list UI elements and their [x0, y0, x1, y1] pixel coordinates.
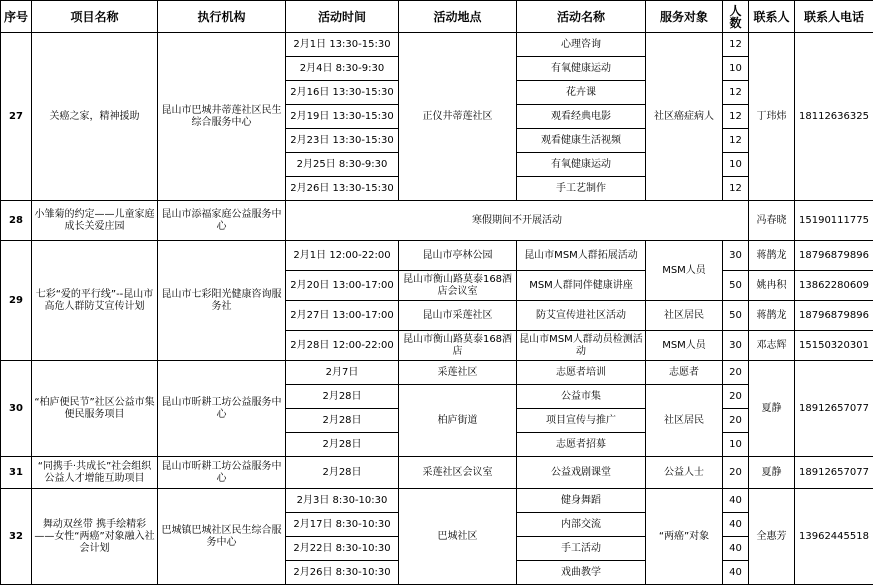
activity-time: 2月27日 13:00-17:00	[286, 301, 399, 331]
row-number: 29	[1, 241, 32, 361]
row-number: 28	[1, 201, 32, 241]
participant-count: 50	[723, 271, 749, 301]
participant-count: 12	[723, 129, 749, 153]
activity-time: 2月4日 8:30-9:30	[286, 57, 399, 81]
participant-count: 10	[723, 57, 749, 81]
participant-count: 12	[723, 105, 749, 129]
activity-name: 手工活动	[517, 537, 646, 561]
activity-name: 内部交流	[517, 513, 646, 537]
service-target: “两癌”对象	[646, 489, 723, 585]
service-target: MSM人员	[646, 241, 723, 301]
participant-count: 12	[723, 81, 749, 105]
activity-time: 2月1日 13:30-15:30	[286, 33, 399, 57]
contact-phone: 15150320301	[795, 331, 873, 361]
header-count: 人数	[723, 1, 749, 33]
service-target: 志愿者	[646, 361, 723, 385]
activity-name: 项目宣传与推广	[517, 409, 646, 433]
agency-name: 昆山市昕耕工坊公益服务中心	[158, 361, 286, 457]
project-name: “柏庐便民节”社区公益市集便民服务项目	[32, 361, 158, 457]
contact-person: 夏静	[749, 457, 795, 489]
activity-location: 巴城社区	[399, 489, 517, 585]
activity-time: 2月3日 8:30-10:30	[286, 489, 399, 513]
activity-time: 2月26日 13:30-15:30	[286, 177, 399, 201]
header-time: 活动时间	[286, 1, 399, 33]
activity-time: 2月28日	[286, 457, 399, 489]
activity-name: 花卉课	[517, 81, 646, 105]
activity-location: 昆山市衡山路莫泰168酒店会议室	[399, 271, 517, 301]
activity-time: 2月28日 12:00-22:00	[286, 331, 399, 361]
participant-count: 20	[723, 361, 749, 385]
project-name: 七彩“爱的平行线”--昆山市高危人群防艾宣传计划	[32, 241, 158, 361]
activity-time: 2月1日 12:00-22:00	[286, 241, 399, 271]
activity-location: 采莲社区会议室	[399, 457, 517, 489]
table-row	[1, 489, 873, 513]
header-row	[1, 1, 873, 33]
activity-name: 昆山市MSM人群动员检测活动	[517, 331, 646, 361]
row-number: 31	[1, 457, 32, 489]
participant-count: 20	[723, 457, 749, 489]
contact-person: 姚冉积	[749, 271, 795, 301]
activity-time: 2月28日	[286, 385, 399, 409]
contact-person: 蒋鹊龙	[749, 241, 795, 271]
activity-time: 2月23日 13:30-15:30	[286, 129, 399, 153]
row-number: 32	[1, 489, 32, 585]
service-target: 社区居民	[646, 301, 723, 331]
agency-name: 巴城镇巴城社区民生综合服务中心	[158, 489, 286, 585]
header-activity: 活动名称	[517, 1, 646, 33]
activity-name: 公益戏剧课堂	[517, 457, 646, 489]
project-name: 小雏菊的约定——儿童家庭成长关爱庄园	[32, 201, 158, 241]
activity-location: 昆山市采莲社区	[399, 301, 517, 331]
contact-person: 蒋鹊龙	[749, 301, 795, 331]
agency-name: 昆山市昕耕工坊公益服务中心	[158, 457, 286, 489]
activity-name: 健身舞蹈	[517, 489, 646, 513]
participant-count: 40	[723, 561, 749, 585]
activity-time: 2月7日	[286, 361, 399, 385]
activity-time: 2月16日 13:30-15:30	[286, 81, 399, 105]
activity-time: 2月26日 8:30-10:30	[286, 561, 399, 585]
agency-name: 昆山市巴城井蒂莲社区民生综合服务中心	[158, 33, 286, 201]
activity-name: 有氧健康运动	[517, 57, 646, 81]
table-row	[1, 361, 873, 385]
service-target: MSM人员	[646, 331, 723, 361]
participant-count: 40	[723, 513, 749, 537]
project-name: 舞动双丝带 携手绘精彩——女性“两癌”对象融入社会计划	[32, 489, 158, 585]
activity-time: 2月17日 8:30-10:30	[286, 513, 399, 537]
activity-name: 戏曲教学	[517, 561, 646, 585]
header-contact: 联系人	[749, 1, 795, 33]
activity-name: 昆山市MSM人群拓展活动	[517, 241, 646, 271]
participant-count: 12	[723, 177, 749, 201]
activity-location: 昆山市亭林公园	[399, 241, 517, 271]
header-location: 活动地点	[399, 1, 517, 33]
header-no: 序号	[1, 1, 32, 33]
header-project: 项目名称	[32, 1, 158, 33]
activity-location: 昆山市衡山路莫泰168酒店	[399, 331, 517, 361]
activity-time: 2月25日 8:30-9:30	[286, 153, 399, 177]
contact-phone: 13962445518	[795, 489, 873, 585]
participant-count: 20	[723, 409, 749, 433]
table-row	[1, 241, 873, 271]
contact-phone: 15190111775	[795, 201, 873, 241]
activity-name: 观看健康生活视频	[517, 129, 646, 153]
activity-name: 志愿者招募	[517, 433, 646, 457]
participant-count: 12	[723, 33, 749, 57]
project-name: 关癌之家，精神援助	[32, 33, 158, 201]
activity-name: 志愿者培训	[517, 361, 646, 385]
contact-phone: 18112636325	[795, 33, 873, 201]
agency-name: 昆山市七彩阳光健康咨询服务社	[158, 241, 286, 361]
contact-person: 丁玮炜	[749, 33, 795, 201]
participant-count: 30	[723, 241, 749, 271]
table-row	[1, 457, 873, 489]
activity-name: 观看经典电影	[517, 105, 646, 129]
activity-name: 手工艺制作	[517, 177, 646, 201]
activity-time: 2月28日	[286, 409, 399, 433]
contact-person: 全惠芳	[749, 489, 795, 585]
activity-location: 采莲社区	[399, 361, 517, 385]
participant-count: 40	[723, 489, 749, 513]
participant-count: 30	[723, 331, 749, 361]
row-number: 27	[1, 33, 32, 201]
participant-count: 20	[723, 385, 749, 409]
contact-phone: 18796879896	[795, 301, 873, 331]
contact-phone: 18912657077	[795, 361, 873, 457]
activity-time: 2月20日 13:00-17:00	[286, 271, 399, 301]
activity-name: MSM人群同伴健康讲座	[517, 271, 646, 301]
contact-person: 邓志辉	[749, 331, 795, 361]
contact-person: 夏静	[749, 361, 795, 457]
service-target: 社区居民	[646, 385, 723, 457]
header-agency: 执行机构	[158, 1, 286, 33]
header-target: 服务对象	[646, 1, 723, 33]
activity-time: 2月19日 13:30-15:30	[286, 105, 399, 129]
agency-name: 昆山市添福家庭公益服务中心	[158, 201, 286, 241]
activity-time: 2月28日	[286, 433, 399, 457]
contact-person: 冯春晓	[749, 201, 795, 241]
row-number: 30	[1, 361, 32, 457]
project-name: “同携手·共成长”社会组织公益人才增能互助项目	[32, 457, 158, 489]
contact-phone: 18912657077	[795, 457, 873, 489]
header-phone: 联系人电话	[795, 1, 873, 33]
activity-name: 公益市集	[517, 385, 646, 409]
activity-name: 防艾宣传进社区活动	[517, 301, 646, 331]
service-target: 社区癌症病人	[646, 33, 723, 201]
activity-location: 正仪井蒂莲社区	[399, 33, 517, 201]
activity-name: 有氧健康运动	[517, 153, 646, 177]
table-row	[1, 33, 873, 57]
contact-phone: 18796879896	[795, 241, 873, 271]
activity-name: 心理咨询	[517, 33, 646, 57]
participant-count: 40	[723, 537, 749, 561]
participant-count: 50	[723, 301, 749, 331]
activity-location: 柏庐街道	[399, 385, 517, 457]
activity-time: 2月22日 8:30-10:30	[286, 537, 399, 561]
participant-count: 10	[723, 153, 749, 177]
table-row	[1, 201, 873, 241]
service-target: 公益人士	[646, 457, 723, 489]
participant-count: 10	[723, 433, 749, 457]
contact-phone: 13862280609	[795, 271, 873, 301]
activity-note: 寒假期间不开展活动	[286, 201, 749, 241]
